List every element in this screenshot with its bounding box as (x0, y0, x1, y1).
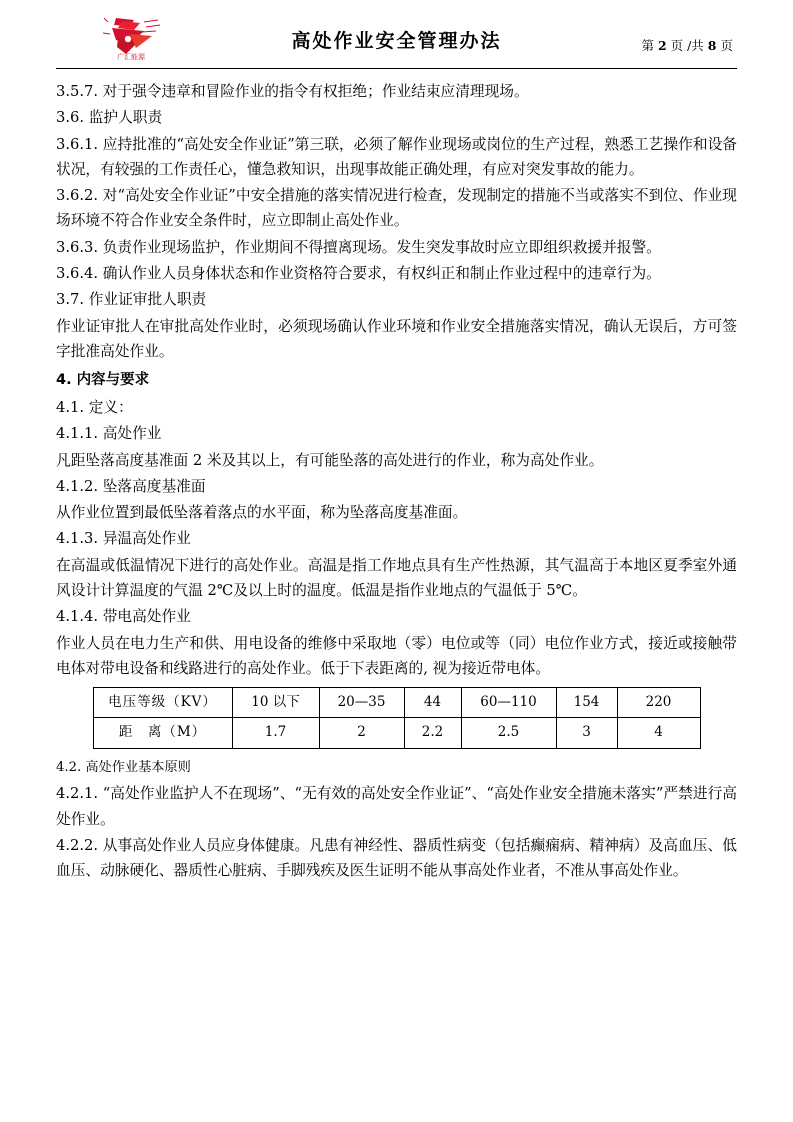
table-cell: 4 (617, 718, 700, 748)
paragraph: 4.2.1. “高处作业监护人不在现场”、“无有效的高处安全作业证”、“高处作业安全措施未落实”严禁进行高处作业。 (56, 785, 737, 828)
voltage-distance-table (93, 687, 701, 748)
page-header (56, 14, 737, 69)
table-cell: 154 (556, 688, 617, 718)
paragraph: 3.7. 作业证审批人职责 (56, 291, 207, 309)
paragraph: 3.6.2. 对“高处安全作业证”中安全措施的落实情况进行检查，发现制定的措施不当或落实不到位、作业现场环境不符合作业安全条件时，应立即制止高处作业。 (56, 187, 737, 230)
paragraph: 4.1.4. 带电高处作业 (56, 608, 191, 626)
row-label: 电压等级（KV） (93, 688, 232, 718)
paragraph: 凡距坠落高度基准面 2 米及其以上，有可能坠落的高处进行的作业，称为高处作业。 (56, 451, 604, 469)
page-total: 8 (707, 38, 717, 53)
paragraph: 4.1.2. 坠落高度基准面 (56, 477, 206, 495)
paragraph: 3.6.1. 应持批准的“高处安全作业证”第三联，必须了解作业现场或岗位的生产过程，熟悉工艺操作和设备状况，有较强的工作责任心，懂急救知识，出现事故能正确处理，有应对突发事故的能力。 (56, 135, 737, 178)
paragraph: 3.6.3. 负责作业现场监护，作业期间不得擅离现场。发生突发事故时应立即组织救援并报警。 (56, 238, 661, 256)
table-cell: 2.5 (461, 718, 556, 748)
table-cell: 220 (617, 688, 700, 718)
voltage-distance-table-wrapper (56, 687, 737, 748)
logo-text: 广汇能源 (117, 53, 145, 61)
table-cell: 20—35 (319, 688, 404, 718)
paragraph: 3.6.4. 确认作业人员身体状态和作业资格符合要求，有权纠正和制止作业过程中的违章行为。 (56, 264, 661, 282)
table-row (93, 688, 700, 718)
paragraph: 作业人员在电力生产和供、用电设备的维修中采取地（零）电位或等（同）电位作业方式，接近或接触带电体对带电设备和线路进行的高处作业。低于下表距离的, 视为接近带电体。 (56, 634, 737, 677)
table-cell: 1.7 (232, 718, 319, 748)
paragraph: 作业证审批人在审批高处作业时，必须现场确认作业环境和作业安全措施落实情况，确认无误后，方可签字批准高处作业。 (56, 317, 737, 360)
paragraph: 4.2. 高处作业基本原则 (56, 759, 191, 775)
paragraph: 从作业位置到最低坠落着落点的水平面，称为坠落高度基准面。 (56, 504, 468, 522)
page-current: 2 (657, 38, 667, 53)
row-label: 距 离（M） (93, 718, 232, 748)
page-suffix-label: 页 (720, 38, 733, 53)
table-cell: 10 以下 (232, 688, 319, 718)
section-heading: 4. 内容与要求 (56, 372, 150, 389)
table-cell: 60—110 (461, 688, 556, 718)
paragraph: 4.1.1. 高处作业 (56, 425, 162, 443)
document-title: 高处作业安全管理办法 (291, 30, 502, 52)
paragraph: 3.6. 监护人职责 (56, 109, 163, 127)
page-mid-label: 页 /共 (670, 38, 704, 53)
table-row (93, 718, 700, 748)
paragraph: 4.1.3. 异温高处作业 (56, 530, 191, 548)
paragraph: 3.5.7. 对于强令违章和冒险作业的指令有权拒绝；作业结束应清理现场。 (56, 83, 529, 100)
table-cell: 2 (319, 718, 404, 748)
table-cell: 3 (556, 718, 617, 748)
paragraph: 4.1. 定义： (56, 399, 133, 417)
page-number (641, 36, 733, 54)
document-body (56, 69, 737, 883)
paragraph: 在高温或低温情况下进行的高处作业。高温是指工作地点具有生产性热源，其气温高于本地区夏季室外通风设计计算温度的气温 2℃及以上时的温度。低温是指作业地点的气温低于 5℃。 (56, 556, 737, 599)
table-cell: 44 (404, 688, 461, 718)
paragraph: 4.2.2. 从事高处作业人员应身体健康。凡患有神经性、器质性病变（包括癫痫病、精神病）及高血压、低血压、动脉硬化、器质性心脏病、手脚残疾及医生证明不能从事高处作业者，不准从事高处作业。 (56, 836, 737, 880)
page-label-prefix: 第 (641, 38, 654, 53)
table-cell: 2.2 (404, 718, 461, 748)
